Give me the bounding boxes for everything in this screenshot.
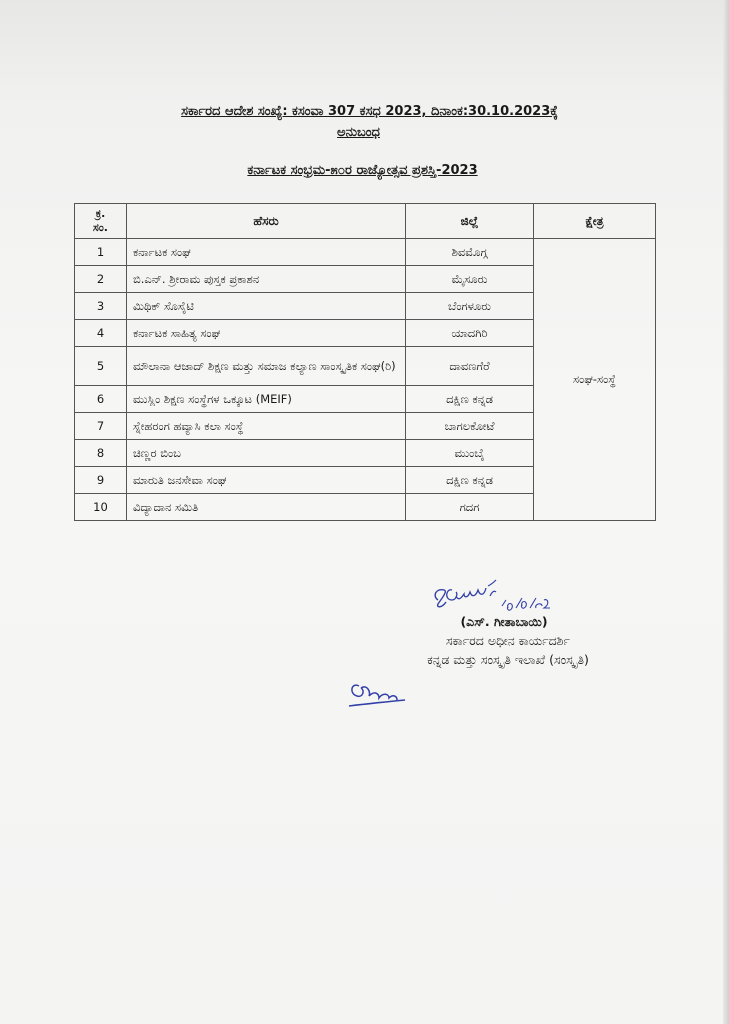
row-name: ಮಿಥಿಕ್ ಸೊಸೈಟಿ	[127, 293, 406, 320]
row-serial: 9	[75, 467, 127, 494]
row-name: ಚಿಣ್ಣರ ಬಿಂಬ	[127, 440, 406, 467]
awardees-table	[74, 203, 656, 521]
table-row	[75, 239, 656, 266]
handwritten-initials	[345, 672, 415, 712]
signer-department: ಕನ್ನಡ ಮತ್ತು ಸಂಸ್ಕೃತಿ ಇಲಾಖೆ (ಸಂಸ್ಕೃತಿ)	[427, 652, 589, 667]
row-name: ಮುಸ್ಲಿಂ ಶಿಕ್ಷಣ ಸಂಸ್ಥೆಗಳ ಒಕ್ಕೂಟ (MEIF)	[127, 386, 406, 413]
row-district: ಬೆಂಗಳೂರು	[406, 293, 534, 320]
award-title: ಕರ್ನಾಟಕ ಸಂಭ್ರಮ-೫೦ರ ರಾಜ್ಯೋತ್ಸವ ಪ್ರಶಸ್ತಿ-2023	[247, 163, 478, 178]
row-serial: 7	[75, 413, 127, 440]
row-district: ಯಾದಗಿರಿ	[406, 320, 534, 347]
row-serial: 2	[75, 266, 127, 293]
column-header-serial: ಕ್ರ. ಸಂ.	[75, 204, 127, 239]
row-name: ಮಾರುತಿ ಜನಸೇವಾ ಸಂಘ	[127, 467, 406, 494]
row-district: ಶಿವಮೊಗ್ಗ	[406, 239, 534, 266]
row-name: ವಿದ್ಯಾದಾನ ಸಮಿತಿ	[127, 494, 406, 521]
signature-block	[380, 578, 640, 718]
row-name: ಕರ್ನಾಟಕ ಸಾಹಿತ್ಯ ಸಂಘ	[127, 320, 406, 347]
row-name: ಸ್ನೇಹರಂಗ ಹವ್ಯಾಸಿ ಕಲಾ ಸಂಸ್ಥೆ	[127, 413, 406, 440]
row-district: ಮೈಸೂರು	[406, 266, 534, 293]
column-header-field: ಕ್ಷೇತ್ರ	[534, 204, 656, 239]
row-district: ಮುಂಬೈ	[406, 440, 534, 467]
row-district: ದಕ್ಷಿಣ ಕನ್ನಡ	[406, 386, 534, 413]
government-order-reference: ಸರ್ಕಾರದ ಆದೇಶ ಸಂಖ್ಯೆ: ಕಸಂವಾ 307 ಕಸಧ 2023, ದಿನಾಂಕ:30.10.2023ಕ್ಕೆ	[181, 104, 558, 119]
signer-designation: ಸರ್ಕಾರದ ಅಧೀನ ಕಾರ್ಯದರ್ಶಿ	[446, 633, 570, 648]
row-serial: 5	[75, 347, 127, 386]
row-serial: 4	[75, 320, 127, 347]
row-district: ಬಾಗಲಕೋಟೆ	[406, 413, 534, 440]
row-serial: 3	[75, 293, 127, 320]
column-header-name: ಹೆಸರು	[127, 204, 406, 239]
page-edge	[723, 0, 729, 1024]
row-name: ಮೌಲಾನಾ ಆಜಾದ್ ಶಿಕ್ಷಣ ಮತ್ತು ಸಮಾಜ ಕಲ್ಯಾಣ ಸಾಂಸ್ಕೃತಿಕ ಸಂಘ(ರಿ)	[127, 347, 406, 386]
table-header-row	[75, 204, 656, 239]
handwritten-signature	[430, 578, 570, 614]
row-serial: 1	[75, 239, 127, 266]
row-serial: 8	[75, 440, 127, 467]
row-district: ಗದಗ	[406, 494, 534, 521]
field-cell: ಸಂಘ-ಸಂಸ್ಥೆ	[534, 239, 656, 521]
annexure-label: ಅನುಬಂಧ	[337, 125, 380, 140]
row-district: ದಕ್ಷಿಣ ಕನ್ನಡ	[406, 467, 534, 494]
row-serial: 6	[75, 386, 127, 413]
column-header-district: ಜಿಲ್ಲೆ	[406, 204, 534, 239]
row-district: ದಾವಣಗೆರೆ	[406, 347, 534, 386]
row-serial: 10	[75, 494, 127, 521]
row-name: ಬಿ.ಎನ್. ಶ್ರೀರಾಮ ಪುಸ್ತಕ ಪ್ರಕಾಶನ	[127, 266, 406, 293]
row-name: ಕರ್ನಾಟಕ ಸಂಘ	[127, 239, 406, 266]
signer-name: (ಎಸ್. ಗೀತಾಬಾಯಿ)	[460, 614, 548, 629]
